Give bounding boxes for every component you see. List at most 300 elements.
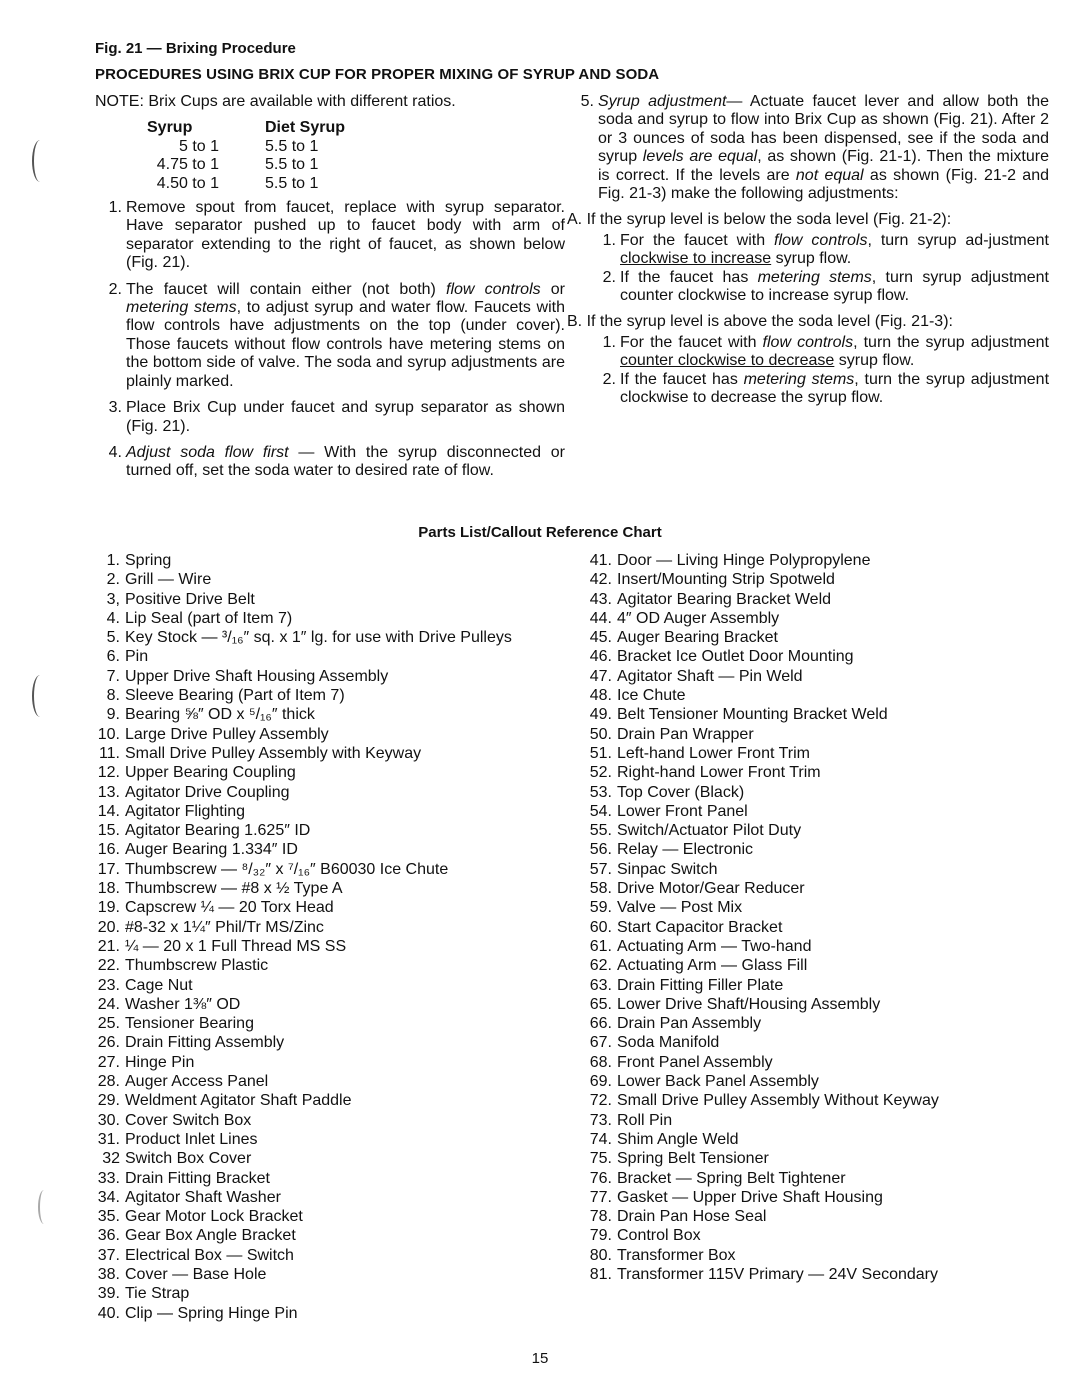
part-description: Lower Back Panel Assembly bbox=[617, 1073, 819, 1091]
part-number: 31. bbox=[97, 1130, 120, 1148]
part-description: Auger Bearing 1.334″ ID bbox=[125, 841, 298, 859]
parts-list-item bbox=[92, 976, 512, 995]
part-description: Cage Nut bbox=[125, 976, 193, 994]
case-a-steps bbox=[567, 232, 1049, 306]
part-description: Spring Belt Tensioner bbox=[617, 1150, 769, 1168]
parts-list-item bbox=[92, 725, 512, 744]
part-description: Grill — Wire bbox=[125, 571, 212, 589]
part-number: 14. bbox=[97, 802, 120, 820]
step-text-segment: Syrup adjustment bbox=[598, 93, 727, 110]
part-number: 54. bbox=[589, 802, 612, 820]
parts-list-item bbox=[582, 840, 939, 859]
step-number: 1. bbox=[602, 231, 616, 249]
part-description: Washer 1⅜″ OD bbox=[125, 995, 241, 1013]
parts-list-item bbox=[582, 995, 939, 1014]
part-number: 56. bbox=[589, 841, 612, 859]
step-text-segment: flow controls bbox=[446, 280, 541, 298]
part-number: 30. bbox=[97, 1111, 120, 1129]
part-description: Bearing ⅝″ OD x ⁵/₁₆″ thick bbox=[125, 706, 315, 724]
parts-list-item bbox=[92, 1246, 512, 1265]
part-number: 55. bbox=[589, 822, 612, 840]
ratio-cell: 5.5 to 1 bbox=[265, 174, 319, 192]
part-description: Bracket — Spring Belt Tightener bbox=[617, 1169, 846, 1187]
part-number: 57. bbox=[589, 860, 612, 878]
part-description: Right-hand Lower Front Trim bbox=[617, 764, 821, 782]
parts-list-item bbox=[582, 1130, 939, 1149]
parts-list-item bbox=[582, 879, 939, 898]
part-number: 8. bbox=[106, 687, 120, 705]
case-b-steps bbox=[567, 334, 1049, 408]
parts-list-item bbox=[582, 705, 939, 724]
step-text-segment: For the faucet with bbox=[620, 333, 763, 351]
part-description: Upper Bearing Coupling bbox=[125, 764, 296, 782]
binding-hole-mark bbox=[32, 675, 48, 717]
part-number: 10. bbox=[97, 725, 120, 743]
parts-list-item bbox=[92, 1072, 512, 1091]
part-number: 73. bbox=[589, 1111, 612, 1129]
part-number: 4. bbox=[106, 609, 120, 627]
part-description: Agitator Shaft — Pin Weld bbox=[617, 667, 803, 685]
part-description: Shim Angle Weld bbox=[617, 1130, 739, 1148]
part-number: 41. bbox=[589, 552, 612, 569]
parts-list-title: Parts List/Callout Reference Chart bbox=[418, 524, 662, 541]
part-description: Gear Motor Lock Bracket bbox=[125, 1208, 303, 1226]
part-description: 4″ OD Auger Assembly bbox=[617, 609, 780, 627]
parts-list-item bbox=[92, 744, 512, 763]
step-text bbox=[126, 399, 565, 436]
parts-list-item bbox=[92, 1284, 512, 1303]
part-description: Drain Pan Wrapper bbox=[617, 725, 754, 743]
part-number: 47. bbox=[589, 667, 612, 685]
step-text-segment: metering stems bbox=[743, 370, 855, 388]
parts-list-left bbox=[92, 551, 512, 1323]
ratio-header: Syrup bbox=[147, 119, 193, 137]
part-description: Product Inlet Lines bbox=[125, 1130, 258, 1148]
part-number: 2. bbox=[106, 571, 120, 589]
part-number: 17. bbox=[97, 860, 120, 878]
part-description: Agitator Drive Coupling bbox=[125, 783, 290, 801]
part-description: Cover Switch Box bbox=[125, 1111, 252, 1129]
parts-list-item bbox=[92, 1188, 512, 1207]
part-number: 67. bbox=[589, 1034, 612, 1052]
part-description: Lower Front Panel bbox=[617, 802, 748, 820]
step-text bbox=[126, 444, 565, 481]
step-text bbox=[126, 199, 565, 273]
parts-list-item bbox=[582, 763, 939, 782]
part-description: Transformer 115V Primary — 24V Secondary bbox=[617, 1265, 939, 1283]
part-number: 32 bbox=[102, 1150, 120, 1168]
parts-list-item bbox=[582, 686, 939, 705]
part-description: Agitator Shaft Washer bbox=[125, 1188, 281, 1206]
parts-list-item bbox=[582, 1207, 939, 1226]
part-number: 46. bbox=[589, 648, 612, 666]
parts-list-item bbox=[92, 1130, 512, 1149]
parts-list-item bbox=[582, 609, 939, 628]
parts-list-item bbox=[582, 628, 939, 647]
parts-list-item bbox=[92, 860, 512, 879]
part-number: 72. bbox=[589, 1092, 612, 1110]
case-a-title: A. If the syrup level is below the soda level (Fig. 21-2): bbox=[567, 211, 952, 229]
step-text-segment: The faucet will contain either (not both) bbox=[126, 280, 447, 298]
step-text-segment: — Actuate faucet lever and allow both the soda and syrup to flow into Brix Cup as shown (Fig. 21). After 2 or 3 ounces of soda has been dispensed, see if the soda and syrup bbox=[598, 93, 1049, 166]
part-description: Tensioner Bearing bbox=[125, 1015, 254, 1033]
step-text-segment: syrup flow. bbox=[771, 250, 852, 268]
parts-list-item bbox=[582, 1265, 939, 1284]
procedure-step bbox=[594, 334, 1049, 371]
page-number: 15 bbox=[531, 1350, 549, 1367]
parts-list-item bbox=[92, 609, 512, 628]
part-description: Key Stock — ³/₁₆″ sq. x 1″ lg. for use with Drive Pulleys bbox=[125, 629, 512, 647]
part-number: 52. bbox=[589, 764, 612, 782]
part-number: 43. bbox=[589, 590, 612, 608]
step-text-segment: syrup flow. bbox=[834, 352, 915, 370]
part-description: Upper Drive Shaft Housing Assembly bbox=[125, 667, 389, 685]
part-number: 68. bbox=[589, 1053, 612, 1071]
part-number: 3, bbox=[106, 590, 120, 608]
step-text bbox=[126, 281, 565, 391]
note: NOTE: Brix Cups are available with different ratios. bbox=[95, 93, 456, 110]
binding-hole-mark bbox=[32, 140, 48, 182]
part-number: 25. bbox=[97, 1015, 120, 1033]
part-description: Start Capacitor Bracket bbox=[617, 918, 783, 936]
parts-list-item bbox=[92, 705, 512, 724]
part-number: 26. bbox=[97, 1034, 120, 1052]
parts-list-item bbox=[92, 686, 512, 705]
part-description: Switch/Actuator Pilot Duty bbox=[617, 822, 802, 840]
parts-list-item bbox=[582, 570, 939, 589]
parts-list-item bbox=[582, 1014, 939, 1033]
parts-list-item bbox=[582, 937, 939, 956]
part-number: 40. bbox=[97, 1304, 120, 1322]
parts-list-item bbox=[582, 551, 939, 570]
parts-list-right bbox=[582, 551, 939, 1284]
parts-list-item bbox=[582, 821, 939, 840]
part-number: 7. bbox=[106, 667, 120, 685]
part-number: 80. bbox=[589, 1246, 612, 1264]
step-text bbox=[598, 93, 1049, 203]
step-text-segment: not equal bbox=[795, 166, 864, 184]
step-text-segment: or bbox=[540, 280, 566, 298]
part-description: Gear Box Angle Bracket bbox=[125, 1227, 296, 1245]
parts-list-item bbox=[582, 783, 939, 802]
part-number: 42. bbox=[589, 571, 612, 589]
part-number: 6. bbox=[106, 648, 120, 666]
part-description: Drain Fitting Assembly bbox=[125, 1034, 285, 1052]
parts-list-item bbox=[92, 1169, 512, 1188]
procedure-step bbox=[95, 199, 565, 273]
part-number: 62. bbox=[589, 957, 612, 975]
part-number: 9. bbox=[106, 706, 120, 724]
parts-list-item bbox=[582, 1053, 939, 1072]
part-number: 20. bbox=[97, 918, 120, 936]
part-number: 35. bbox=[97, 1208, 120, 1226]
parts-list-item bbox=[92, 956, 512, 975]
part-description: Sinpac Switch bbox=[617, 860, 718, 878]
parts-list-item bbox=[92, 1207, 512, 1226]
step-number: 3. bbox=[108, 399, 122, 417]
parts-list-item bbox=[582, 647, 939, 666]
step-text-segment: flow controls bbox=[774, 231, 868, 249]
part-description: Gasket — Upper Drive Shaft Housing bbox=[617, 1188, 883, 1206]
part-description: Top Cover (Black) bbox=[617, 783, 745, 801]
part-description: #8-32 x 1¼″ Phil/Tr MS/Zinc bbox=[125, 918, 324, 936]
part-number: 58. bbox=[589, 880, 612, 898]
step-text-segment: metering stems bbox=[757, 268, 872, 286]
parts-list-item bbox=[92, 783, 512, 802]
step-text bbox=[620, 334, 1049, 371]
part-description: Cover — Base Hole bbox=[125, 1265, 267, 1283]
part-description: Thumbscrew — ⁸/₃₂″ x ⁷/₁₆″ B60030 Ice Chute bbox=[125, 860, 449, 878]
parts-list-item bbox=[582, 1188, 939, 1207]
part-description: Drain Pan Hose Seal bbox=[617, 1208, 767, 1226]
ratio-cell: 5.5 to 1 bbox=[265, 137, 319, 155]
part-number: 16. bbox=[97, 841, 120, 859]
part-description: Front Panel Assembly bbox=[617, 1053, 773, 1071]
step-number: 5. bbox=[580, 93, 594, 110]
case-b-title: B. If the syrup level is above the soda level (Fig. 21-3): bbox=[567, 313, 953, 331]
part-description: Drain Fitting Filler Plate bbox=[617, 976, 784, 994]
part-number: 11. bbox=[98, 744, 120, 762]
step-number: 4. bbox=[108, 443, 122, 461]
parts-list-item bbox=[92, 802, 512, 821]
part-number: 37. bbox=[97, 1246, 120, 1264]
part-number: 1. bbox=[106, 552, 120, 569]
procedure-step bbox=[95, 399, 565, 436]
part-description: Valve — Post Mix bbox=[617, 899, 743, 917]
step-text-segment: — With the syrup disconnected or turned off, set the soda water to desired rate of flow. bbox=[126, 443, 565, 480]
part-description: Belt Tensioner Mounting Bracket Weld bbox=[617, 706, 888, 724]
part-number: 79. bbox=[589, 1227, 612, 1245]
parts-list-item bbox=[92, 647, 512, 666]
step-text-segment: , turn the syrup adjustment bbox=[853, 333, 1050, 351]
part-description: Transformer Box bbox=[617, 1246, 736, 1264]
part-description: Small Drive Pulley Assembly with Keyway bbox=[125, 744, 422, 762]
left-column bbox=[95, 93, 565, 489]
right-column bbox=[567, 93, 1049, 408]
part-number: 38. bbox=[97, 1265, 120, 1283]
part-description: Door — Living Hinge Polypropylene bbox=[617, 552, 871, 569]
step-number: 2. bbox=[108, 280, 122, 298]
parts-list-item bbox=[92, 1091, 512, 1110]
part-number: 19. bbox=[97, 899, 120, 917]
procedure-steps bbox=[95, 199, 565, 481]
procedure-step bbox=[594, 269, 1049, 306]
part-description: Lower Drive Shaft/Housing Assembly bbox=[617, 995, 881, 1013]
part-description: Thumbscrew — #8 x ½ Type A bbox=[125, 880, 343, 898]
procedure-step bbox=[594, 371, 1049, 408]
part-number: 44. bbox=[589, 609, 612, 627]
part-number: 50. bbox=[589, 725, 612, 743]
part-description: Roll Pin bbox=[617, 1111, 673, 1129]
parts-list-item bbox=[92, 995, 512, 1014]
parts-list-item bbox=[582, 802, 939, 821]
part-description: Small Drive Pulley Assembly Without Keyway bbox=[617, 1092, 939, 1110]
part-description: Agitator Bearing 1.625″ ID bbox=[125, 822, 311, 840]
part-number: 33. bbox=[97, 1169, 120, 1187]
parts-list-item bbox=[92, 551, 512, 570]
step-text-segment: , as shown (Fig. 21-1). Then the mixture is correct. If the levels are bbox=[598, 148, 1049, 184]
parts-list-item bbox=[582, 1169, 939, 1188]
step-text-segment: For the faucet with bbox=[620, 231, 775, 249]
step-text-segment: , turn syrup adjustment counter clockwise to increase syrup flow. bbox=[620, 268, 1050, 305]
step-text-segment: If the faucet has bbox=[620, 370, 744, 388]
procedure-step bbox=[95, 444, 565, 481]
part-description: Spring bbox=[125, 552, 172, 569]
part-description: Hinge Pin bbox=[125, 1053, 195, 1071]
parts-list-item bbox=[92, 898, 512, 917]
part-number: 5. bbox=[106, 629, 120, 647]
part-description: ¼ — 20 x 1 Full Thread MS SS bbox=[125, 937, 347, 955]
part-number: 49. bbox=[589, 706, 612, 724]
part-description: Auger Bearing Bracket bbox=[617, 629, 778, 647]
part-description: Large Drive Pulley Assembly bbox=[125, 725, 329, 743]
part-number: 18. bbox=[97, 880, 120, 898]
part-description: Drive Motor/Gear Reducer bbox=[617, 880, 805, 898]
part-number: 65. bbox=[589, 995, 612, 1013]
step-text-segment: clockwise to increase bbox=[620, 250, 772, 268]
parts-list-item bbox=[92, 1304, 512, 1323]
parts-list-item bbox=[92, 628, 512, 647]
parts-list-item bbox=[582, 1111, 939, 1130]
step-text bbox=[620, 269, 1049, 306]
part-number: 63. bbox=[589, 976, 612, 994]
part-description: Clip — Spring Hinge Pin bbox=[125, 1304, 298, 1322]
binding-hole-mark bbox=[38, 1190, 50, 1224]
part-number: 13. bbox=[97, 783, 120, 801]
part-description: Positive Drive Belt bbox=[125, 590, 255, 608]
parts-list-item bbox=[92, 590, 512, 609]
ratio-cell: 5 to 1 bbox=[178, 137, 219, 155]
part-number: 66. bbox=[589, 1015, 612, 1033]
parts-list-item bbox=[582, 590, 939, 609]
part-number: 48. bbox=[589, 687, 612, 705]
step-text-segment: levels are equal bbox=[642, 148, 758, 166]
part-description: Tie Strap bbox=[125, 1285, 190, 1303]
procedure-step bbox=[567, 93, 1049, 203]
part-number: 36. bbox=[97, 1227, 120, 1245]
step-text bbox=[620, 371, 1049, 408]
part-description: Drain Fitting Bracket bbox=[125, 1169, 270, 1187]
part-description: Sleeve Bearing (Part of Item 7) bbox=[125, 687, 345, 705]
parts-list-item bbox=[92, 1111, 512, 1130]
parts-list-item bbox=[582, 1091, 939, 1110]
procedure-step bbox=[594, 232, 1049, 269]
part-description: Relay — Electronic bbox=[617, 841, 754, 859]
part-description: Actuating Arm — Glass Fill bbox=[617, 957, 808, 975]
part-number: 78. bbox=[589, 1208, 612, 1226]
parts-list-item bbox=[582, 1149, 939, 1168]
part-description: Left-hand Lower Front Trim bbox=[617, 744, 810, 762]
parts-list-item bbox=[92, 570, 512, 589]
step-text-segment: If the faucet has bbox=[620, 268, 758, 286]
step-text-segment: , turn the syrup adjustment clockwise to decrease the syrup flow. bbox=[620, 370, 1050, 407]
part-description: Lip Seal (part of Item 7) bbox=[125, 609, 293, 627]
parts-list-item bbox=[582, 744, 939, 763]
step-text-segment: , turn syrup ad-justment bbox=[867, 231, 1049, 249]
part-number: 76. bbox=[589, 1169, 612, 1187]
parts-list-item bbox=[92, 1033, 512, 1052]
part-number: 15. bbox=[97, 822, 120, 840]
part-description: Ice Chute bbox=[617, 687, 686, 705]
procedure-step bbox=[95, 281, 565, 391]
part-number: 51. bbox=[589, 744, 612, 762]
part-number: 81. bbox=[589, 1265, 612, 1283]
part-description: Actuating Arm — Two-hand bbox=[617, 937, 812, 955]
parts-list-item bbox=[92, 1053, 512, 1072]
parts-list-item bbox=[92, 821, 512, 840]
parts-list-item bbox=[92, 918, 512, 937]
part-number: 27. bbox=[97, 1053, 120, 1071]
parts-list-item bbox=[92, 879, 512, 898]
part-description: Thumbscrew Plastic bbox=[125, 957, 269, 975]
part-description: Soda Manifold bbox=[617, 1034, 720, 1052]
parts-list-item bbox=[582, 1072, 939, 1091]
part-description: Auger Access Panel bbox=[125, 1073, 269, 1091]
part-number: 69. bbox=[589, 1073, 612, 1091]
step-text-segment: counter clockwise to decrease bbox=[620, 352, 835, 370]
part-number: 77. bbox=[589, 1188, 612, 1206]
part-number: 22. bbox=[97, 957, 120, 975]
parts-list-item bbox=[92, 1265, 512, 1284]
step-text bbox=[620, 232, 1049, 269]
step-number: 2. bbox=[602, 268, 616, 286]
parts-list-item bbox=[92, 937, 512, 956]
parts-list-item bbox=[582, 956, 939, 975]
parts-list-item bbox=[582, 918, 939, 937]
step-number: 2. bbox=[602, 370, 616, 388]
parts-list-item bbox=[582, 725, 939, 744]
step-number: 1. bbox=[108, 199, 122, 217]
part-number: 12. bbox=[97, 764, 120, 782]
part-number: 39. bbox=[97, 1285, 120, 1303]
section-heading: PROCEDURES USING BRIX CUP FOR PROPER MIXING OF SYRUP AND SODA bbox=[95, 66, 660, 83]
parts-list-item bbox=[582, 1226, 939, 1245]
part-number: 45. bbox=[589, 629, 612, 647]
parts-list-item bbox=[582, 976, 939, 995]
parts-list-item bbox=[582, 898, 939, 917]
parts-list-item bbox=[92, 1149, 512, 1168]
parts-list-item bbox=[92, 1014, 512, 1033]
part-number: 28. bbox=[97, 1073, 120, 1091]
figure-title: Fig. 21 — Brixing Procedure bbox=[95, 40, 296, 57]
parts-list-item bbox=[92, 763, 512, 782]
step-text-segment: as shown (Fig. 21-2 and Fig. 21-3) make the following adjustments: bbox=[598, 166, 1050, 203]
part-description: Agitator Flighting bbox=[125, 802, 246, 820]
parts-list-item bbox=[582, 667, 939, 686]
part-number: 21. bbox=[97, 937, 120, 955]
part-number: 29. bbox=[97, 1092, 120, 1110]
part-description: Pin bbox=[125, 648, 149, 666]
parts-list-item bbox=[582, 1033, 939, 1052]
part-number: 61. bbox=[589, 937, 612, 955]
part-description: Insert/Mounting Strip Spotweld bbox=[617, 571, 835, 589]
step-text-segment: metering stems bbox=[126, 299, 237, 317]
procedure-step-5 bbox=[567, 93, 1049, 203]
parts-list-item bbox=[92, 840, 512, 859]
part-description: Agitator Bearing Bracket Weld bbox=[617, 590, 832, 608]
ratio-cell: 4.75 to 1 bbox=[156, 156, 219, 174]
part-number: 34. bbox=[97, 1188, 120, 1206]
part-number: 23. bbox=[97, 976, 120, 994]
part-description: Switch Box Cover bbox=[125, 1150, 252, 1168]
part-description: Electrical Box — Switch bbox=[125, 1246, 294, 1264]
part-description: Capscrew ¼ — 20 Torx Head bbox=[125, 899, 334, 917]
ratio-cell: 5.5 to 1 bbox=[265, 156, 319, 174]
parts-list-item bbox=[582, 860, 939, 879]
part-number: 75. bbox=[589, 1150, 612, 1168]
part-description: Drain Pan Assembly bbox=[617, 1015, 762, 1033]
ratio-table bbox=[121, 119, 385, 193]
